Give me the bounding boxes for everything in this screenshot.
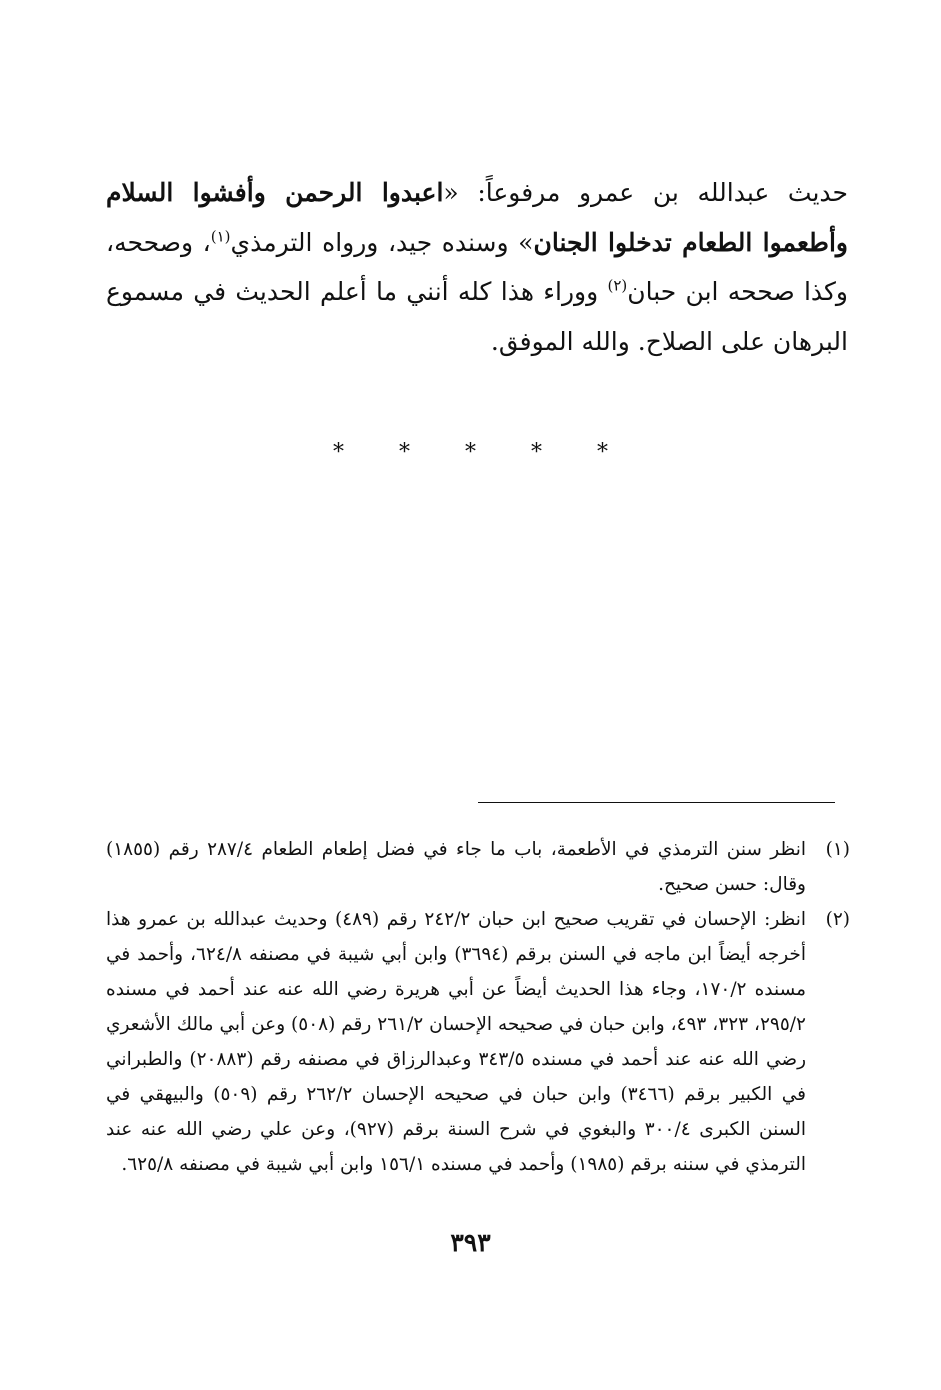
main-text-part1: حديث عبدالله بن عمرو مرفوعاً: « xyxy=(443,178,848,207)
page-number: ٣٩٣ xyxy=(450,1228,491,1257)
main-text-part2: » وسنده جيد، ورواه الترمذي xyxy=(230,227,534,257)
hadith-quote: اعبدوا الرحمن وأفشوا السلام وأطعموا الطعام تدخلوا الجنان xyxy=(106,178,848,257)
footnote-1 xyxy=(106,832,850,902)
main-text-part3: ، وصححه، وكذا صححه ابن حبان xyxy=(106,227,848,306)
main-text-part4: ووراء هذا كله أنني ما أعلم الحديث في مسموع البرهان على الصلاح. والله الموفق. xyxy=(106,277,848,356)
footnotes-section xyxy=(106,832,850,1182)
footnote-divider xyxy=(478,802,835,803)
footnote-text: انظر: الإحسان في تقريب صحيح ابن حبان ٢٤٢/٢ رقم (٤٨٩) وحديث عبدالله بن عمرو هذا أخرجه أيضاً ابن ماجه في السنن برقم (٣٦٩٤) وابن أبي شيبة في مصنفه ٦٢٤/٨، وأحمد في مسنده ١٧٠/٢، وجاء هذا الحديث أيضاً عن أبي هريرة رضي الله عنه عند أحمد في مسنده ٢٩٥/٢، ٣٢٣، ٤٩٣، وابن حبان في صحيحه الإحسان ٢٦١/٢ رقم (٥٠٨) وعن أبي مالك الأشعري رضي الله عنه عند أحمد في مسنده ٣٤٣/٥ وعبدالرزاق في مصنفه رقم (٢٠٨٨٣) والطبراني في الكبير برقم (٣٤٦٦) وابن حبان في صحيحه الإحسان ٢٦٢/٢ رقم (٥٠٩) والبيهقي في السنن الكبرى ٣٠٠/٤ والبغوي في شرح السنة برقم (٩٢٧)، وعن علي رضي الله عنه عند الترمذي في سننه برقم (١٩٨٥) وأحمد في مسنده ١٥٦/١ وابن أبي شيبة في مصنفه ٦٢٥/٨. xyxy=(106,909,807,1175)
asterisk-separator: * * * * * xyxy=(333,440,632,465)
section-separator xyxy=(0,440,941,465)
main-paragraph xyxy=(106,168,848,366)
footnote-ref-1[interactable]: (١) xyxy=(210,227,231,246)
footnote-text: انظر سنن الترمذي في الأطعمة، باب ما جاء في فضل إطعام الطعام ٢٨٧/٤ رقم (١٨٥٥) وقال: حسن صحيح. xyxy=(106,839,806,895)
footnote-ref-2[interactable]: (٢) xyxy=(607,276,628,295)
footnote-number: (١) xyxy=(825,839,850,860)
footnote-number: (٢) xyxy=(825,909,850,930)
footnote-2 xyxy=(106,902,850,1182)
